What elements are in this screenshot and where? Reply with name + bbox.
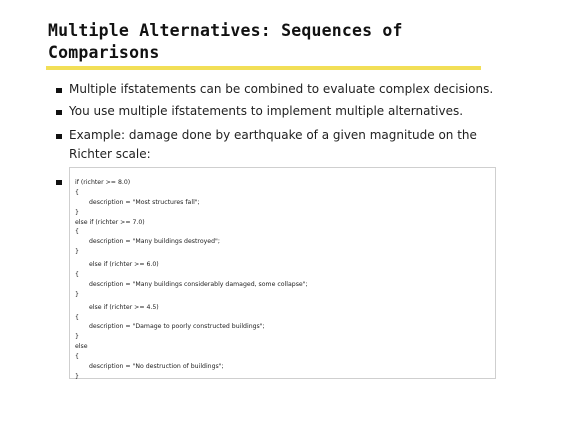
code-line: description = "Many buildings considerably damaged, some collapse"; [89,280,308,288]
code-line: { [75,313,79,321]
bullet-list [56,80,526,164]
code-block [69,167,496,379]
bullet-item-3 [56,126,526,164]
square-bullet-icon [56,180,62,185]
bullet-item-2 [56,102,526,121]
code-line: description = "Most structures fall"; [89,198,200,206]
bullet-item-1 [56,80,526,99]
code-line: { [75,353,79,361]
code-line: } [75,372,79,380]
square-bullet-icon [56,134,62,139]
bullet-text-2: You use multiple ifstatements to implement multiple alternatives. [69,104,464,118]
square-bullet-icon [56,88,62,93]
bullet-text-1: Multiple ifstatements can be combined to evaluate complex decisions. [69,82,494,96]
code-lines [75,178,308,382]
code-line: if (richter >= 8.0) [75,179,131,186]
code-line: { [75,228,79,236]
code-line: { [75,188,79,196]
slide-title [48,20,478,64]
slide-title-line-2: Comparisons [48,43,160,62]
code-line: } [75,290,79,298]
code-line: } [75,333,79,341]
code-line: } [75,248,79,256]
code-line: else [75,343,88,351]
slide-title-line-1: Multiple Alternatives: Sequences of [48,21,403,40]
code-line: description = "Damage to poorly constructed buildings"; [89,323,265,331]
bullet-text-3-line-1: Example: damage done by earthquake of a given magnitude on the [69,128,477,142]
code-line: else if (richter >= 4.5) [89,303,159,311]
code-line: else if (richter >= 7.0) [75,218,145,226]
code-line: description = "No destruction of buildings"; [89,363,224,371]
square-bullet-icon [56,110,62,115]
title-underline [46,66,481,70]
code-line: description = "Many buildings destroyed"; [89,238,220,246]
code-line: else if (richter >= 6.0) [89,261,159,269]
code-line: } [75,208,79,216]
code-line: { [75,271,79,279]
bullet-text-3-line-2: Richter scale: [69,147,151,161]
